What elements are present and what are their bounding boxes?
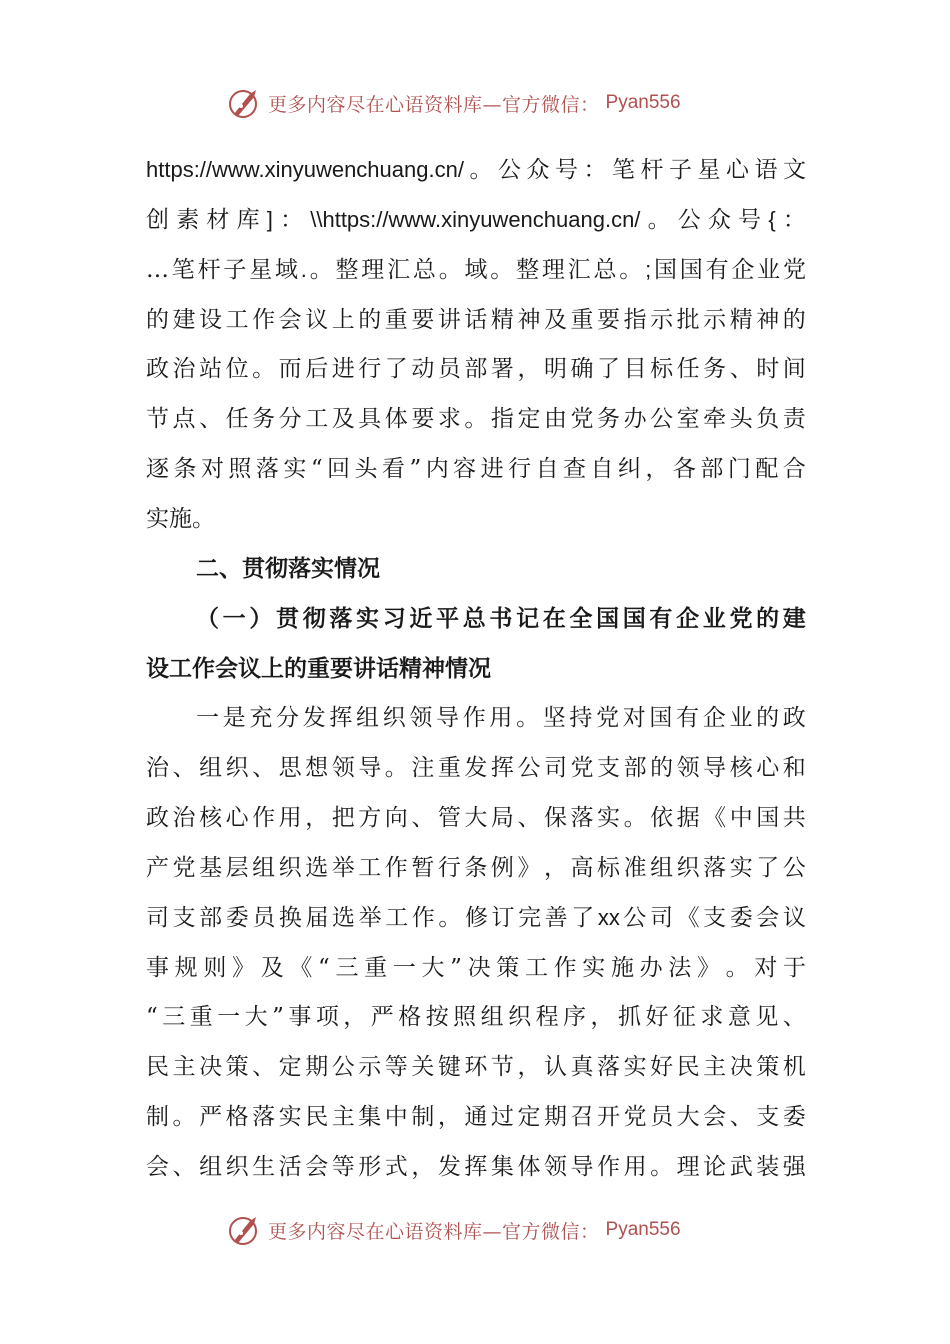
- text-line: 事 规 则 》 及 《 “ 三 重 一 大 ” 决 策 工 作 实 施 办 法 》 。 对 于: [146, 954, 806, 981]
- watermark-text: 更多内容尽在心语资料库—官方微信：: [268, 93, 600, 116]
- pen-nib-circle-icon: [228, 86, 262, 120]
- watermark-text: 更多内容尽在心语资料库—官方微信：: [268, 1220, 600, 1243]
- text-line: 一 是 充 分 发 挥 组 织 领 导 作 用 。 坚 持 党 对 国 有 企 业 的 政: [196, 705, 806, 732]
- text-line: 设工作会议上的重要讲话精神情况: [146, 654, 491, 682]
- watermark-contact: Pyan556: [605, 1219, 681, 1240]
- text-line: 节 点 、 任 务 分 工 及 具 体 要 求 。 指 定 由 党 务 办 公 室 牵 头 负 责: [146, 406, 806, 433]
- text-line: 司 支 部 委 员 换 届 选 举 工 作 。 修 订 完 善 了 xx 公 司 《 支 委 会 议: [146, 904, 806, 931]
- text-line: “ 三 重 一 大 ” 事 项 ， 严 格 按 照 组 织 程 序 ， 抓 好 征 求 意 见 、: [146, 1004, 806, 1031]
- text-line: 民 主 决 策 、 定 期 公 示 等 关 键 环 节 ， 认 真 落 实 好 民 主 决 策 机: [146, 1054, 806, 1081]
- watermark-contact: Pyan556: [605, 92, 681, 113]
- text-line: 政 治 核 心 作 用 ， 把 方 向 、 管 大 局 、 保 落 实 。 依 据 《 中 国 共: [146, 805, 806, 832]
- text-line: https://www.xinyuwenchuang.cn/ 。 公 众 号 ： 笔 杆 子 星 心 语 文: [146, 157, 806, 183]
- text-line: 产 党 基 层 组 织 选 举 工 作 暂 行 条 例 》 ， 高 标 准 组 织 落 实 了 公: [146, 854, 806, 881]
- text-line: … 笔 杆 子 星 域 . 。 整 理 汇 总 。 域 。 整 理 汇 总 。 ; 国 国 有 企 业 党: [146, 256, 806, 283]
- text-line: 制 。 严 格 落 实 民 主 集 中 制 ， 通 过 定 期 召 开 党 员 大 会 、 支 委: [146, 1104, 806, 1131]
- pen-nib-circle-icon: [228, 1213, 262, 1247]
- text-line: 实施。: [146, 505, 215, 532]
- footer-watermark-banner: [228, 1213, 728, 1247]
- text-line: 二、贯彻落实情况: [196, 554, 380, 582]
- text-line: （ 一 ） 贯 彻 落 实 习 近 平 总 书 记 在 全 国 国 有 企 业 党 的 建: [196, 604, 806, 632]
- text-line: 逐 条 对 照 落 实 “ 回 头 看 ” 内 容 进 行 自 查 自 纠 ， 各 部 门 配 合: [146, 456, 806, 483]
- text-line: 创 素 材 库 ] ： \\https://www.xinyuwenchuang.cn/ 。 公 众 号 { ：: [146, 206, 806, 233]
- text-line: 的 建 设 工 作 会 议 上 的 重 要 讲 话 精 神 及 重 要 指 示 批 示 精 神 的: [146, 306, 806, 333]
- text-line: 政 治 站 位 。 而 后 进 行 了 动 员 部 署 ， 明 确 了 目 标 任 务 、 时 间: [146, 356, 806, 383]
- header-watermark-banner: [228, 86, 728, 120]
- text-line: 会 、 组 织 生 活 会 等 形 式 ， 发 挥 集 体 领 导 作 用 。 理 论 武 装 强: [146, 1154, 806, 1180]
- text-line: 治 、 组 织 、 思 想 领 导 。 注 重 发 挥 公 司 党 支 部 的 领 导 核 心 和: [146, 755, 806, 782]
